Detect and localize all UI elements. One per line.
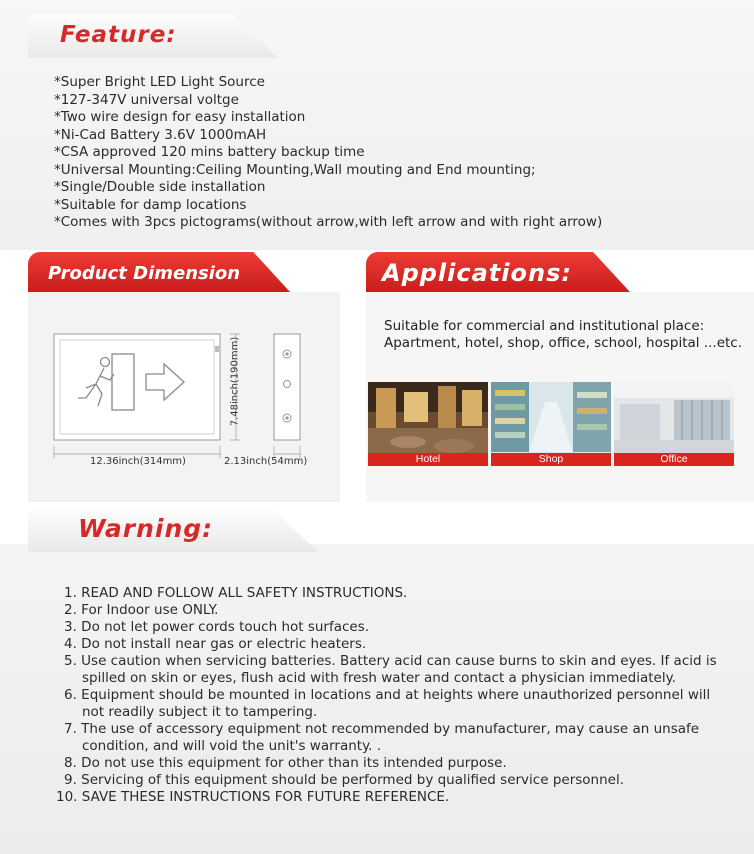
warning-item: 8. Do not use this equipment for other than its intended purpose. <box>64 755 507 771</box>
warning-item: 5. Use caution when servicing batteries. Battery acid can cause burns to skin and eyes. If acid is spilled on skin or eyes, flush acid with fresh water and contact a physician immediately. <box>64 653 717 686</box>
feature-item: *CSA approved 120 mins battery backup time <box>54 144 365 160</box>
feature-item: *Suitable for damp locations <box>54 196 247 213</box>
height-label: 7.48inch(190mm) <box>229 336 241 427</box>
photo-caption: Hotel <box>368 453 488 466</box>
photo-caption: Shop <box>491 453 611 466</box>
feature-item: *Super Bright LED Light Source <box>54 74 265 90</box>
feature-item: *Two wire design for easy installation <box>54 109 306 125</box>
width-label: 12.36inch(314mm) <box>90 456 186 467</box>
feature-item: *Comes with 3pcs pictograms(without arrow,with left arrow and with right arrow) <box>54 214 603 230</box>
hotel-photo <box>368 382 488 466</box>
warning-item: 7. The use of accessory equipment not recommended by manufacturer, may cause an unsafe condition, and will void the unit's warranty. . <box>64 721 700 754</box>
warning-item: 1. READ AND FOLLOW ALL SAFETY INSTRUCTIONS. <box>64 585 408 601</box>
warning-item: 9. Servicing of this equipment should be performed by qualified service personnel. <box>64 772 624 788</box>
applications-title: Applications: <box>382 259 572 287</box>
feature-item: *Universal Mounting:Ceiling Mounting,Wall mouting and End mounting; <box>54 161 536 178</box>
warning-item: 6. Equipment should be mounted in locations and at heights where unauthorized personnel will not readily subject it to tampering. <box>64 687 711 720</box>
warning-item: 4. Do not install near gas or electric heaters. <box>64 636 367 652</box>
office-photo <box>614 382 734 466</box>
depth-label: 2.13inch(54mm) <box>224 456 308 467</box>
dimension-drawing <box>40 318 340 474</box>
warning-title: Warning: <box>78 514 214 543</box>
warning-item: 10. SAVE THESE INSTRUCTIONS FOR FUTURE REFERENCE. <box>56 789 450 805</box>
dimension-title: Product Dimension <box>48 263 241 284</box>
feature-item: *127-347V universal voltge <box>54 91 239 108</box>
sign-front-outline <box>54 334 220 440</box>
feature-list <box>54 74 602 232</box>
photo-caption: Office <box>614 453 734 466</box>
feature-item: *Single/Double side installation <box>54 179 266 195</box>
applications-description: Suitable for commercial and institutional place: Apartment, hotel, shop, office, school, hospital ...etc. <box>384 318 743 351</box>
feature-item: *Ni-Cad Battery 3.6V 1000mAH <box>54 126 267 143</box>
warning-item: 2. For Indoor use ONLY. <box>64 602 219 618</box>
shop-photo <box>491 382 611 466</box>
feature-title: Feature: <box>60 22 177 48</box>
warning-item: 3. Do not let power cords touch hot surfaces. <box>64 619 370 635</box>
warning-list <box>56 585 724 806</box>
